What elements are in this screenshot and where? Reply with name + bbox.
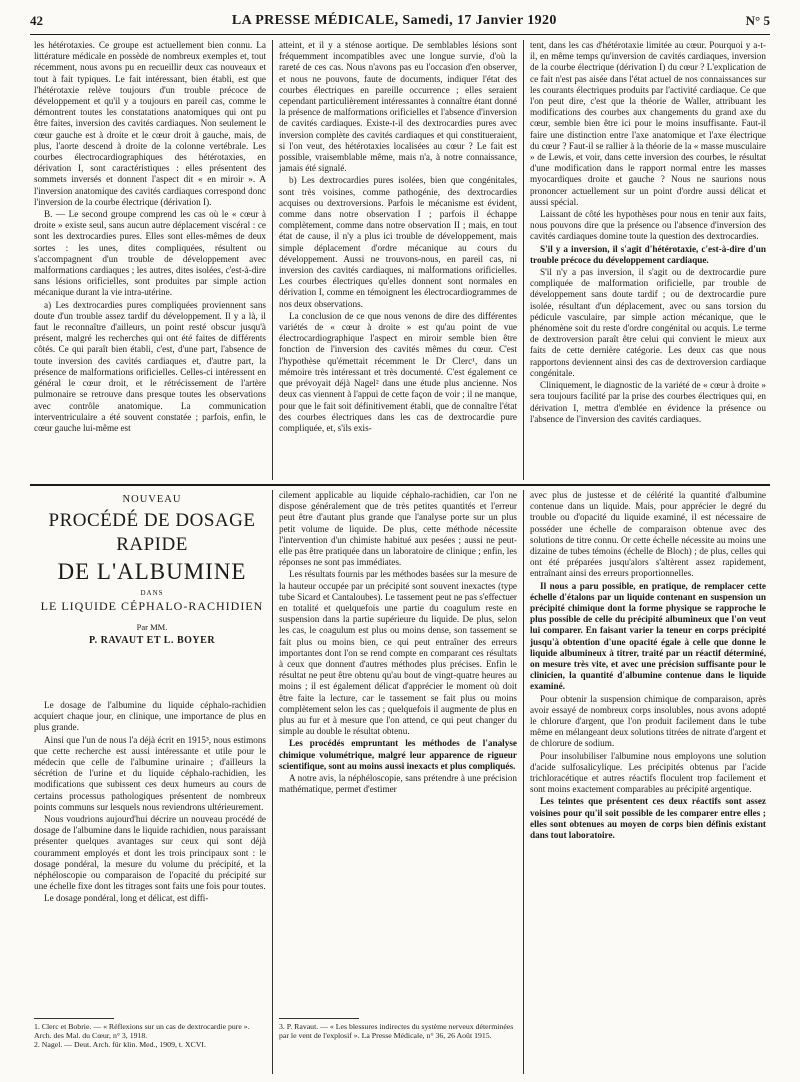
bottom-article-column-2 xyxy=(279,490,517,1012)
footnote: 1. Clerc et Bobrie. — « Réflexions sur un cas de dextrocardie pure ». Arch. des Mal. du Cœur, n° 3, 1918. xyxy=(34,1022,250,1040)
column-divider xyxy=(523,40,524,480)
paragraph: Le dosage de l'albumine du liquide céphalo-rachidien acquiert chaque jour, en clinique, une importance de plus en plus grande. xyxy=(34,700,266,733)
paragraph: Les résultats fournis par les méthodes basées sur la mesure de la hauteur occupée par un précipité sont souvent inexactes (type tube Sicard et Cantaloubes). Le tassement peut ne pas s'effectuer en totalité et quelquefois une partie du coagulum reste en suspension dans la partie supérieure du liquide. De plus, selon les cas, le coagulum est plus ou moins dense, son tassement se fait plus ou moins bien, ce qui peut entraîner des erreurs importantes dont l'on se rend compte en comparant ces résultats à ceux que donnent d'autres méthodes plus précises. Enfin le résultat ne peut être obtenu qu'au bout de vingt-quatre heures au moins ; il est également délicat d'apprécier le moment où doit être faite la lecture, car le tassement se fait plus ou moins complètement selon les cas ; quelquefois il augmente de plus en plus au fur et à mesure que l'on attend, ce qui peut changer du simple au double le résultat obtenu. xyxy=(279,569,517,737)
article-title-line-2: DE L'ALBUMINE xyxy=(57,559,247,584)
article-title-block xyxy=(38,494,266,646)
paragraph: Les teintes que présentent ces deux réactifs sont assez voisines pour qu'il soit possible de les comparer entre elles ; elles sont obtenues au moyen de corps bien définis existant dans tout laboratoire. xyxy=(530,796,766,841)
bottom-article-column-3 xyxy=(530,490,766,1074)
paragraph: avec plus de justesse et de célérité la quantité d'albumine contenue dans un liquide. Mais, pour apprécier le degré du trouble ou d'opacité du liquide examiné, il est nécessaire de posséder une échelle de comparaison obtenue avec des solutions de titre connu. Or cette échelle nécessite au moins une dizaine de tubes témoins (échelle de Bloch) ; de plus, celles qui ont été préparées jusqu'alors s'altèrent assez rapidement, entraînant ainsi des erreurs proportionnelles. xyxy=(530,490,766,579)
bottom-article-column-1 xyxy=(34,700,266,1012)
column-divider xyxy=(523,490,524,1074)
paragraph: tent, dans les cas d'hétérotaxie limitée au cœur. Pourquoi y a-t-il, en même temps qu'inversion de cavités cardiaques, inversion de la courbe électrique (dérivation I) du cœur ? L'explication de ce fait n'est pas aisée dans l'état actuel de nos connaissances sur les courants électriques produits par l'activité cardiaque. Ce que l'on peut dire, c'est que la théorie de Waller, attribuant les modifications des courbes aux changements du grand axe du cœur, semble bien être ici pour le moins insuffisante. Faut-il faire une distinction entre l'axe anatomique et l'axe électrique du cœur ? Faut-il se rallier à la théorie de la « masse musculaire » de Lewis, et voir, dans cette inversion des courbes, le résultat d'une modification dans le rapport normal entre les masses myocardiques droite et gauche ? Nous ne saurions nous prononcer actuellement sur un point d'ordre aussi délicat et aussi spécial. xyxy=(530,40,766,207)
paragraph: Le dosage pondéral, long et délicat, est diffi- xyxy=(44,893,209,904)
footnote-rule xyxy=(34,1018,114,1019)
paragraph: les hétérotaxies. Ce groupe est actuellement bien connu. La littérature médicale en possède de nombreux exemples et, tout récemment, nous avons pu en recueillir deux cas nouveaux et tout à fait typiques. Le fait intéressant, bien établi, est que l'hétérotaxie relève toujours d'un trouble précoce de développement et qu'il y a toujours en pareil cas, comme le démontrent toutes les constatations anatomiques qui ont pu être faites, inversion des cavités cardiaques. Non seulement le cœur gauche est à droite et le cœur droit à gauche, mais, de plus, l'aorte descend à droite de la colonne vertébrale. Les courbes électrocardiographiques des hétérotaxies, en dérivation I, sont caractéristiques : elles présentent des sommets inversés et donnent l'aspect dit « en miroir ». A l'inversion anatomique des cavités cardiaques correspond donc l'inversion de la courbe électrique (dérivation I). xyxy=(34,40,266,207)
footnotes-middle xyxy=(279,1022,517,1074)
column-divider xyxy=(272,40,273,480)
paragraph: Ainsi que l'un de nous l'a déjà écrit en 1915³, nous estimons que cette recherche est aussi intéressante et utile pour le médecin que celle de l'albumine urinaire ; d'ailleurs la sécrétion de l'urine et du liquide céphalo-rachidien, les modifications que subissent ces deux humeurs au cours de certains processus pathologiques présentent de nombreux points communs sur lesquels nous reviendrons ultérieurement. xyxy=(34,734,266,812)
footnote: 3. P. Ravaut. — « Les blessures indirectes du système nerveux déterminées par le vent de l'explosif ». La Presse Médicale, n° 36, 26 Août 1915. xyxy=(279,1022,514,1040)
title-dans: DANS xyxy=(140,589,164,597)
paragraph: Cliniquement, le diagnostic de la variété de « cœur à droite » sera toujours facilité par la prise des courbes électriques qui, en dérivation I, mettra d'emblée en évidence la présence ou l'absence de l'inversion des cavités cardiaques. xyxy=(530,380,766,424)
byline-prefix: Par MM. xyxy=(136,622,168,632)
paragraph: b) Les dextrocardies pures isolées, bien que congénitales, sont très voisines, comme pathogénie, des dextrocardies acquises ou dextroversions. Parfois le mécanisme est évident, comme dans notre observation I ; parfois il échappe complètement, comme dans notre observation II ; mais, en tout état de cause, il n'y a plus ici trouble de développement, mais simple déplacement d'ordre mécanique au cours du développement. Aussi ne trouvons-nous, en pareil cas, ni inversion des cavités cardiaques, ni malformations orificielles. Les courbes électriques qu'elles donnent sont normales en dérivation I, comme en témoignent les électrocardiogrammes de nos deux observations. xyxy=(279,175,517,309)
paragraph: Pour obtenir la suspension chimique de comparaison, après avoir essayé de nombreux corps insolubles, nous avons adopté le chlorure d'argent, que l'on produit facilement dans le tube même en mélangeant deux solutions titrées de nitrate d'argent et de chlorure de sodium. xyxy=(530,693,766,749)
page-number: 42 xyxy=(30,13,43,28)
paragraph: atteint, et il y a sténose aortique. De semblables lésions sont fréquemment incompatibles avec une longue survie, d'où la rareté de ces cas. Nous n'avons pas eu l'occasion d'en observer, et nous ne pouvons, faute de documents, indiquer l'état des courbes électriques en pareille occurrence ; elles seraient cependant particulièrement intéressantes à connaître étant donné la présence de malformations orificielles et l'absence d'inversion de cavités cardiaques. Existe-t-il des dextrocardies pures avec inversion complète des cavités cardiaques et qui constitueraient, si l'on veut, des hétérotaxies localisées au cœur ? Le fait est possible, vraisemblable même, mais n'a, à notre connaissance, jamais été signalé. xyxy=(279,40,517,174)
paragraph: cilement applicable au liquide céphalo-rachidien, car l'on ne dispose généralement que de très petites quantités et l'erreur peut être d'autant plus grande que l'analyse porte sur un plus petit volume de liquide. De plus, cette méthode nécessite l'intervention d'un chimiste habitué aux pesées ; aussi ne peut-elle pas être pratiquée dans un laboratoire de clinique ; enfin, les réponses ne sont pas immédiates. xyxy=(279,490,517,568)
journal-title: LA PRESSE MÉDICALE, Samedi, 17 Janvier 1920 xyxy=(231,13,557,28)
page-header xyxy=(30,8,770,35)
paragraph: Les procédés empruntant les méthodes de l'analyse chimique volumétrique, malgré leur apparence de rigueur scientifique, sont au moins aussi inexacts et plus compliqués. xyxy=(279,738,517,771)
article-title-line-3: LE LIQUIDE CÉPHALO-RACHIDIEN xyxy=(40,599,264,613)
article-title-line-1: PROCÉDÉ DE DOSAGE RAPIDE xyxy=(48,510,256,555)
footnote: 2. Nagel. — Deut. Arch. für klin. Med., 1909, t. XCVI. xyxy=(34,1040,206,1049)
paragraph: S'il y a inversion, il s'agit d'hétérotaxie, c'est-à-dire d'un trouble précoce du développement cardiaque. xyxy=(530,243,766,265)
paragraph: Nous voudrions aujourd'hui décrire un nouveau procédé de dosage de l'albumine dans le liquide rachidien, nous paraissant présenter quelques avantages sur ceux qui sont déjà couramment employés et dont les trois principaux sont : le dosage pondéral, la mesure du volume du précipité, et la néphéloscopie ou comparaison de l'opacité du précipité sur une échelle fixe dont les titrages sont faits une fois pour toutes. xyxy=(34,814,266,892)
paragraph: A notre avis, la néphéloscopie, sans prétendre à une précision mathématique, permet d'estimer xyxy=(279,773,517,795)
paragraph: a) Les dextrocardies pures compliquées proviennent sans doute d'un trouble assez tardif du développement. Il y a là, il faut le reconnaître d'ailleurs, un point resté obscur jusqu'à présent, malgré les recherches qui ont été faites de différents côtés. Ce qui paraît bien établi, c'est, d'une part, l'absence de toute inversion des cavités cardiaques et, d'autre part, la présence de malformations orificielles. Celles-ci intéressent en général le cœur droit, et le rétrécissement de l'artère pulmonaire se retrouve dans presque toutes les observations avec contrôle anatomique. La communication interventriculaire a été souvent constatée ; parfois, enfin, le cœur gauche lui-même est xyxy=(34,299,266,433)
footnotes-left xyxy=(34,1022,266,1074)
top-article-column-2 xyxy=(279,40,517,480)
paragraph: Laissant de côté les hypothèses pour nous en tenir aux faits, nous pouvons dire que la présence ou l'absence d'inversion des cavités cardiaques domine toute la question des dextrocardies. xyxy=(530,209,766,242)
paragraph: Pour insolubiliser l'albumine nous employons une solution d'acide sulfosalicylique. Les précipités obtenus par l'acide trichloracétique et autres réactifs floculent trop facilement et sont moins exactement comparables au précipité argentique. xyxy=(530,750,766,795)
article-authors: P. RAVAUT ET L. BOYER xyxy=(88,635,216,646)
title-nouveau: NOUVEAU xyxy=(122,494,182,505)
top-article-column-3 xyxy=(530,40,766,480)
footnote-rule xyxy=(279,1018,359,1019)
column-divider xyxy=(272,490,273,1074)
paragraph: La conclusion de ce que nous venons de dire des différentes variétés de « cœur à droite » est qu'au point de vue électrocardiographique l'aspect en miroir semble bien être fonction de l'inversion des cavités mêmes du cœur. C'est l'hypothèse qu'émettait récemment le Dr Clerc¹, dans un mémoire très intéressant et très documenté. C'est également ce que prévoyait déjà Nagel² dans une étude plus ancienne. Nos deux cas viennent à l'appui de cette façon de voir ; il ne manque, pour que le fait soit définitivement établi, que de connaître l'état des courbes électriques dans les cas de dextrocardie pure compliquée, et, s'ils exis- xyxy=(279,310,517,433)
paragraph: S'il n'y a pas inversion, il s'agit ou de dextrocardie pure compliquée de malformation orificielle, par trouble de développement sans doute tardif ; ou de dextrocardie pure isolée, résultant d'un déplacement, avec ou sans torsion du pédicule vasculaire, par simple action mécanique, que le phénomène soit du reste d'ordre congénital ou acquis. Le terme de dextroversion paraît être celui qui convient le mieux aux faits de cette dernière catégorie. Les deux cas que nous rapportons deviennent ainsi des cas de dextroversion cardiaque congénitale. xyxy=(530,267,766,378)
paragraph: Il nous a paru possible, en pratique, de remplacer cette échelle d'étalons par un liquide contenant en suspension un précipité chimique dont la forme physique se rapproche le plus possible de celle du précipité albumineux que l'on veut lui comparer. En faisant varier la teneur en corps précipité jusqu'à obtention d'une opacité égale à celle que donne le liquide albumineux à titrer, traité par un réactif déterminé, on mesure très vite, et avec une précision suffisante pour le clinicien, la quantité d'albumine contenue dans le liquide examiné. xyxy=(530,580,766,692)
top-article-column-1 xyxy=(34,40,266,480)
paragraph: B. — Le second groupe comprend les cas où le « cœur à droite » existe seul, sans aucun autre déplacement viscéral : ce sont les dextrocardies pures. Elles sont elles-mêmes de deux sortes : les unes, dites compliquées, résultent ou s'accompagnent d'un trouble de développement avec malformations cardiaques ; les autres, dites isolées, c'est-à-dire sans lésions orificielles, sont produites par simple action mécanique durant la vie intra-utérine. xyxy=(34,209,266,298)
article-separator xyxy=(30,484,770,486)
issue-number: N° 5 xyxy=(745,13,770,28)
